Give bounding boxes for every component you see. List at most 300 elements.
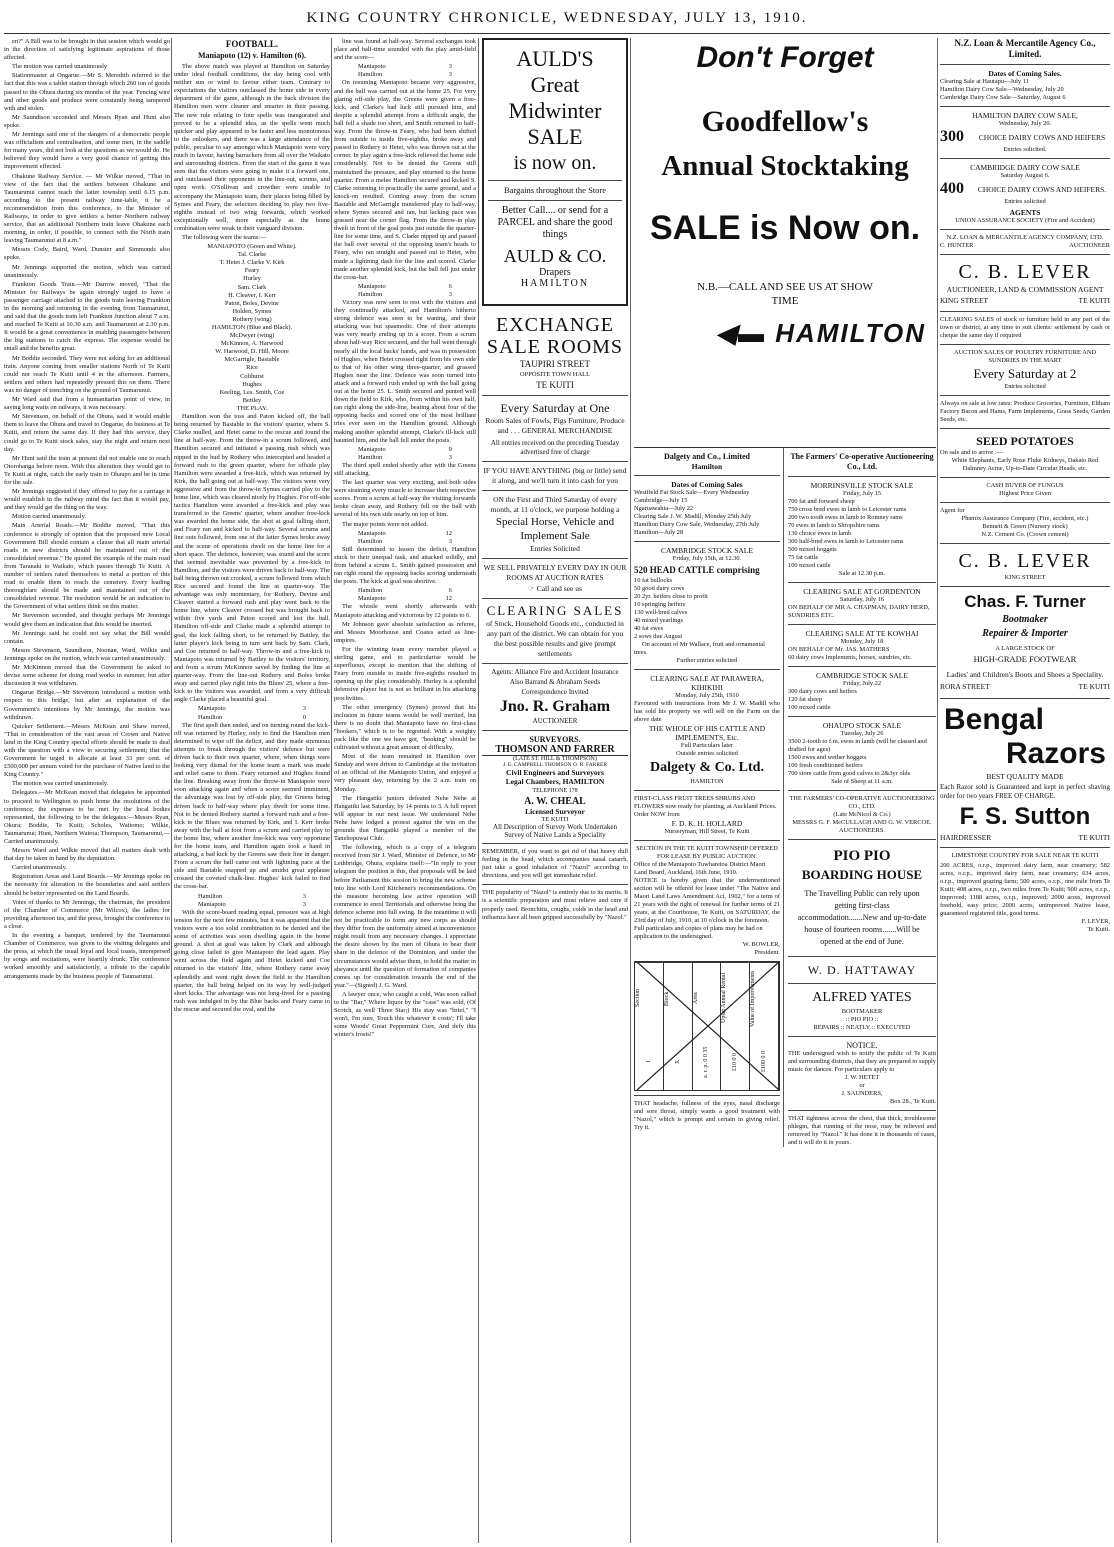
score-team: Maniapoto — [358, 445, 386, 453]
divider — [940, 428, 1110, 429]
conference-paragraph: Ongarue Bridge.—Mr Stevenson introduced a motion with respect to this bridge, but after an explanation of the Government's intentions by Mr Jennings, the motion was withdrawn. — [4, 689, 170, 721]
divider — [788, 1110, 936, 1111]
score-team: Hamilton — [358, 537, 383, 545]
exchange-graham: Jno. R. Graham — [499, 698, 611, 715]
score-team: Maniapoto — [358, 529, 386, 537]
morrinsville-items — [788, 498, 936, 570]
surveyors-late: (LATE ST. HILL & THOMPSON) — [513, 756, 597, 762]
divider — [940, 502, 1110, 503]
hamilton-cow-sale: HAMILTON DAIRY COW SALE, — [972, 111, 1078, 120]
exchange-agents: Agents: Alliance Fire and Accident Insurance — [491, 668, 619, 676]
ohaupo-sheep: Sale of Sheep at 11 a.m. — [831, 778, 893, 785]
table-header: Block — [664, 962, 692, 1034]
lever-clearing: CLEARING SALES of stock or furniture held in any part of the town or district, at any time to suit clients: settlement by cash or cheque the same day if required — [940, 316, 1110, 339]
nz-dates: Dates of Coming Sales. — [988, 69, 1062, 78]
score-points: 3 — [448, 63, 452, 71]
ohaupo-items — [788, 738, 936, 778]
divider — [482, 598, 628, 599]
team-line: Bettley — [242, 396, 262, 404]
column-divider — [937, 38, 938, 1543]
column-ads-right — [940, 38, 1110, 934]
cows-400-count: 400 — [940, 180, 964, 197]
sheep-item: 750 cross bred ewes in lamb to Leicester rams — [788, 506, 907, 513]
exchange-sale-rooms-ad — [482, 314, 628, 726]
cows-300-count: 300 — [940, 128, 964, 145]
dalgety-cattle: 520 HEAD CATTLE comprising — [634, 565, 760, 575]
score-points: 3 — [302, 900, 306, 908]
conference-paragraph: Motion carried unanimously. — [12, 513, 86, 521]
dalgety-friday: Friday, July 15th, at 12.30. — [672, 555, 742, 562]
score-team: Maniapoto — [198, 705, 226, 713]
ohaupo-sale: OHAUPO STOCK SALE — [822, 721, 902, 730]
auld-line-1: AULD'S — [516, 46, 594, 71]
football-subtitle: Maniapoto (12) v. Hamilton (6). — [198, 51, 306, 60]
football-paragraph: The above match was played at Hamilton on Saturday under ideal football conditions, the day being cool with neither sun or wind to favour either team. Contrary to expectations the visitors outclassed the home side in every department of the game, although in the back division the Hamilton men were cleaner and smarter in their passing. The new rule relating to four spells was inaugurated and proved to be a splendid idea, as the spells went much quicker and play appeared to be faster and less monotonous to the onlookers, and there was a large attendance of the public, peculiar to say amongst which Maniapoto were very much in favour, having barrackers from all over the Waikato and surrounding districts. From the start of the game it was seen that the visitors were going to make it a forward one, and outclassed their opponents in the line-out, scrums, and open work. O'Sullivan and crowther were unable to accompany the Maniapoto team, their places being filled by Symes and Feary, the selectors deciding to play two five-eighths instead of two wing forwards, which worked exceptionally well, more especially as the home combination were weak in their vanguard division. — [174, 63, 330, 232]
play-paragraph: The first spell then ended, and on turning round the kick-off was returned by Hurley, only to find the Hamilton men determined to wipe off the deficit, and they made strenuous attempts to break through the visitors' defence but were driven back to their own quarter, where, when things were looking very dismal for the home team a mark was made and relief came to them. Feary returned and Hughes found the line. Breaking away from the throw-in Maniapoto were soon attacking again and when a score seemed imminent, the advantage was lost by off-side play, the Greens being driven back to half-way where play dwelt for some time. Not to be denied Rothery started a forward rush and a free-kick to the Blues was returned by Kirk, and I. Kerr broke away with the ball at foot from a scrum and carried play to the home line, where another free-kick was very opportune for the home team, and Hamilton again took a hand in attacking, a bad kick by the Greens saw their line in danger. From a scrum the ball came out with lightning pace at the side and Bastable snapped up and amidst great applause crossed the coveted chalk-line. Hughes' kick failed to find the cross-bar. — [174, 721, 330, 891]
exchange-call — [482, 583, 628, 594]
exchange-private: WE SELL PRIVATELY EVERY DAY IN OUR ROOMS AT AUCTION RATES — [483, 563, 627, 582]
dalgety-co: Dalgety & Co. Ltd. — [650, 760, 764, 775]
every-saturday-2: Every Saturday at 2 — [973, 366, 1077, 381]
exchange-room-sales: Room Sales of Fowls, Pigs Furniture, Produce and . . . GENERAL MERCHANDISE — [485, 416, 625, 435]
dalgety-date-item: Ngaruawahia—July 22 — [634, 505, 694, 512]
cows-300-row — [940, 128, 1110, 146]
column-ads-left — [482, 38, 628, 922]
news-paragraph: Most of the team remained in Hamilton over Sunday and were driven to Cambridge at the invitation of an official of the Maniapoto Union, and enjoyed a very pleasant day, returning by the 2 a.m. train on Monday. — [334, 753, 476, 793]
auld-place: HAMILTON — [520, 278, 590, 289]
turner-bootmaker: Bootmaker — [1002, 614, 1048, 625]
hamilton-text: HAMILTON — [775, 318, 926, 348]
rora-street: RORA STREET — [940, 682, 990, 691]
exchange-line-1: EXCHANGE — [496, 314, 614, 336]
team-line: Hughes — [242, 380, 262, 388]
conference-paragraph: Registration Areas and Land Boards.—Mr Jennings spoke on the necessity for alteration in the boundaries and said settlers should be better represented on the Land Boards. — [4, 873, 170, 897]
hollard-nursery: Nurseryman, Hill Street, Te Kuiti — [664, 828, 750, 835]
news-paragraph: The other emergency (Symes) proved that his inclusion in future teams would be well merited, but there is no doubt that Maniapoto have no first-class "hookers," which is to be regretted. With a weighty pack like the one we have got, "hooking" should be cultivated without a great amount of difficulty. — [334, 703, 476, 752]
divider — [482, 730, 628, 731]
dalgety-date-item: Westfield Fat Stock Sale—Every Wednesday — [634, 489, 750, 496]
entries-solicited-3: Entries solicited — [1004, 383, 1046, 390]
arrow-icon: ◀▬ — [715, 318, 776, 348]
bengal-title: Bengal — [944, 703, 1045, 736]
play-paragraph: With the score-board reading equal, pressure was at high tension for the next few minutes, but it was apparent that the visitors were a too solid combination to be denied and the scene of activities was soon dwelling again in the home ground. A shot at goal was taken by Clark and although going close failed to give Maniapoto the lead again. Play went across the field again and Hetet kicked and Coe returned to the visitors' line, where Rothery came away splendidly and went right down the field to the Hamilton quarter, the ball being helped on its way by well-judged short kicks. The advantage was not long-lived for a passing rush was indulged in by the Blue backs and Feary came to the rescue and secured the oval, and the — [174, 908, 330, 1013]
team-line: HAMILTON (Blue and Black). — [211, 324, 293, 331]
entries-solicited-2: Entries solicited — [1004, 198, 1046, 205]
fungus-buyer: CASH BUYER OF FUNGUS — [986, 482, 1064, 489]
cattle-item: 10 fat bullocks — [634, 577, 672, 584]
notice-heading: NOTICE. — [846, 1041, 878, 1050]
score-team: Maniapoto — [358, 63, 386, 71]
divider — [788, 716, 936, 717]
score-team: Hamilton — [358, 587, 383, 595]
farmers-late: (Late McNicol & Co.) — [833, 811, 891, 818]
razors-title: Razors — [1005, 737, 1106, 770]
boarding-house: BOARDING HOUSE — [801, 867, 923, 882]
exchange-entries-solicited: Entries Solicited — [530, 544, 580, 553]
divider — [482, 461, 628, 462]
play-heading: THE PLAY. — [236, 404, 268, 412]
dalgety-account: On account of Mr Wallace, fruit and ornamental trees. — [634, 641, 765, 656]
annual-stocktaking: Annual Stocktaking — [661, 150, 909, 182]
divider — [940, 543, 1110, 544]
sutton-row — [940, 833, 1110, 843]
score-points: 3 — [448, 453, 452, 461]
exchange-entries: All entries received on the preceding Tuesday advertised free of charge — [490, 439, 620, 456]
kowhai-date: Monday, July 18 — [840, 638, 884, 645]
lever-address — [940, 295, 1110, 307]
music-notice: THE undersigned wish to notify the public of Te Kuiti and surrounding districts, that they are prepared to supply music for dances. For particulars apply to — [788, 1050, 936, 1073]
surveyors-ad — [482, 735, 628, 839]
table-cell: a. r. p. 0 0 35 — [703, 1046, 710, 1078]
nz-cement: N.Z. Cement Co. (Crown cement) — [981, 531, 1069, 538]
kowhai-items: 60 dairy cows Implements, horses, sundries, etc. — [788, 654, 912, 661]
sheep-item: 130 choice ewes in lamb — [788, 530, 852, 537]
dalgety-date-item: Cambridge—July 15 — [634, 497, 688, 504]
acres-listing: 200 ACRES, o.r.p., improved dairy farm, near creamery; 582 acres, o.r.p., improved dairy farm, near creamery; 634 acres, o.r.p., improved grazing farm; 500 acres, o.r.p., one mile from Te Kuiti; 408 acres, o.r.p., two miles from Te Kuiti; 900 acres, o.r.p., improved; 1188 acres, o.r.p., improved; 2000 acres, improved freehold, easy price; 2000 acres, unimproved Native lease, guaranteed registered title, good terms. — [940, 862, 1110, 917]
sheep-item: 200 two tooth ewes in lamb to Romney rams — [788, 514, 903, 521]
surveyors-heading: SURVEYORS. — [529, 735, 581, 744]
play-paragraph: Hamilton won the toss and Paton kicked off, the ball being returned by Bastable to the visitors' quarter, where S. Clarke mulled, and Hetet came to the rescue and found the line at half-way. From the throw-in a scrum followed, and Hamilton secured and initiated a passing rush which was nipped in the bud by Rothery who intercepted and headed a forward rush to the green quarter, where for offside play Hamilton were awarded a free-kick, which was returned by Kirk, the ball going out at half-way. The visitors were very aggressive and from the throw-in Symes carried play to the home line, which was cleared nicely by Hughes. For off-side tactics Hamilton were awarded a free-kick and play was transferred to the Greens' quarter, where another free-kick was awarded the home side, the shot at goal falling short, and Feary ran and kicked to half-way. Several scrums and line outs followed, from one of the latter Symes broke away and the scene of operations dwelt on the home line for a short space. The defence, however, was sound and the score that seemed inevitable was prevented by a free-kick to Hamilton, and the visitors were driven back to half-way. The ball being thrown out crooked, a scrum followed from which Rice secured and found the line at quarter-way. The advantage was only momentary, for Rothery, Devine and Cleaver started a forward rush and play went back to the home line, where Cleaver crossed but was brought back to within five yards and Paton scored and lost the ball. Hamilton off-side and Clarke made a splendid attempt to goal, the kick falling short, to be returned by Battley, the latter player's kick being in turn sent back by Sam. Clark, and Coe returned to half-way. Throw-in and a free-kick to Maniapoto was returned by Battley to the visitors' territory, and from a scrum McKinnon saved by finding the line at quarter-way. From the line-out Rothery and Boles broke away and carried play right into the Blues' 25, where a free-kick to the visitors was awarded, and from a very difficult angle Clarke placed a beautiful goal. — [174, 413, 330, 704]
cambridge-cow-date: Saturday August 6. — [1000, 172, 1050, 179]
cambridge-item: 120 fat sheep — [788, 696, 823, 703]
rora-town: TE KUITI — [1078, 682, 1110, 691]
sutton-name: F. S. Sutton — [959, 803, 1091, 830]
lever-name-2: C. B. LEVER — [958, 550, 1092, 572]
ladies-children: Ladies' and Children's Boots and Shoes a Speciality. — [946, 670, 1104, 679]
best-quality: BEST QUALITY MADE — [986, 772, 1064, 781]
kowhai-sale: CLEARING SALE AT TE KOWHAI — [805, 629, 919, 638]
table-header: Section — [635, 962, 663, 1034]
score-points: 12 — [445, 595, 452, 603]
nz-loan-title: N.Z. Loan & Mercantile Agency Co., Limited. — [954, 38, 1096, 59]
football-paragraph: line was found at half-way. Several exchanges took place and half-time sounded with the play amid-field and the score— — [334, 38, 476, 62]
agents-heading: AGENTS — [1009, 208, 1041, 217]
section-table — [634, 961, 780, 1091]
yates-repairs: REPAIRS :: NEATLY :: EXECUTED — [813, 1024, 911, 1031]
cattle-item: 20 2yr. heifers close to profit — [634, 593, 708, 600]
table-header: Value of Improvements — [750, 962, 778, 1034]
hattaway-name: W. D. HATTAWAY — [807, 963, 917, 977]
score-team: Hamilton — [358, 290, 383, 298]
nz-sale-item: Hamilton Dairy Cow Sale—Wednesday, July 20 — [940, 86, 1064, 93]
team-line: Keeling, Les. Smith, Coe — [219, 388, 285, 396]
morrinsville-sale: MORRINSVILLE STOCK SALE — [810, 481, 914, 490]
seed-potatoes: SEED POTATOES — [976, 434, 1074, 448]
team-line: McKinnon, A. Harwood — [220, 340, 284, 348]
sheep-item: 100 mixed cattle — [788, 562, 831, 569]
exchange-town: TE KUITI — [536, 380, 574, 390]
farmers-cambridge-items — [788, 688, 936, 712]
masthead-rule — [4, 33, 1110, 34]
lever-street: KING STREET — [940, 296, 989, 305]
hunter-row — [940, 242, 1110, 250]
football-paragraph: The third spell ended shortly after with the Greens still attacking. — [334, 461, 476, 477]
cattle-item: 50 good dairy cows — [634, 585, 685, 592]
turner-repairer: Repairer & Importer — [982, 628, 1068, 639]
conference-paragraph: Stationmaster at Ongarue.—Mr S. Meredith referred to the fact that this was a tablet station through which 260 ton of goods passed to the Ohura during six months of the year. Fencing wire and other goods and produce were constantly being tampered with and stolen. — [4, 72, 170, 112]
exchange-anything: IF YOU HAVE ANYTHING (big or little) send it along, and we'll turn it into cash for you — [483, 466, 627, 485]
auld-line-4: SALE — [527, 124, 583, 149]
score-row — [334, 291, 476, 299]
lever-name: C. B. LEVER — [958, 261, 1092, 283]
conference-paragraph: Mr Jennings supported the motion, which was carried unanimously. — [4, 263, 170, 279]
auld-call: Better Call.... or send for a PARCEL and share the good things — [497, 205, 613, 240]
cheal-town: TE KUITI — [541, 816, 569, 823]
cattle-item: 130 well-bred calves — [634, 609, 688, 616]
cheal-native-lands: Survey of Native Lands a Speciality — [504, 831, 606, 839]
nz-sales-list — [940, 78, 1110, 102]
conference-paragraph: Delegates.—Mr McKean moved that delegates be appointed to proceed to Wellington to push home the resolutions of the conference; the expenses to be met by the local bodies represented, the following to be the delegates:—Messrs Ryan, Okura; Boddie, Te Kuiti; Scholes, Waitomo; Wilkie, Taumarunui; Hunt, Northern Wairoa; Thompson, Taumarunui,—Carried unanimously. — [4, 789, 170, 845]
cheal-licensed: Licensed Surveyor — [525, 807, 585, 816]
morrinsville-friday: Friday, July 15 — [842, 490, 882, 497]
team-line: Hurley — [243, 275, 261, 283]
conference-paragraph: Messrs Ward and Wilkie moved that all matters dealt with that day be taken in hand by the deputation. — [4, 847, 170, 863]
cattle-item: 40 fat ewes — [634, 625, 664, 632]
divider — [788, 666, 936, 667]
football-paragraph: The last quarter was very exciting, and both sides were straining every muscle to increase their respective scores. From a scrum at half-way the visiting forwards broke clean away, and Rothery fell on the ball with several of his own side nearly on top of him. — [334, 479, 476, 519]
seed-onsale: On sale and to arrive :— — [940, 449, 1003, 456]
surveyors-legal: Legal Chambers, HAMILTON — [505, 777, 605, 786]
team-line: Paton, Boles, Devine — [225, 299, 279, 307]
pio-pio: PIO PIO — [833, 848, 891, 864]
column-divider — [630, 38, 631, 1543]
column-divider — [171, 38, 172, 1543]
hunter-name: C. HUNTER — [940, 242, 974, 249]
score-points: 12 — [445, 529, 452, 537]
score-row — [334, 283, 476, 291]
surveyors-telephone: TELEPHONE 178 — [532, 788, 578, 794]
divider — [940, 311, 1110, 312]
yates-name: ALFRED YATES — [812, 990, 912, 1005]
conference-paragraph: Mr Saundison seconded and Messrs Ryan and Hunt also spoke. — [4, 113, 170, 129]
score-row — [334, 71, 476, 79]
sutton-trade: HAIRDRESSER — [940, 833, 992, 842]
nazol-popularity: THE popularity of "Nazol" is entirely due to its merits. It is a scientific preparation and must relieve and cure if properly used. Bronchitis, coughs, colds in the head and influenza have all been gripped successfully by "Nazol." — [482, 889, 628, 921]
phoenix-assurance: Phœnix Assurance Company (Fire, accident, etc.) — [961, 515, 1089, 522]
football-paragraph: The major points were not added. — [342, 520, 428, 528]
score-points: 6 — [448, 282, 452, 290]
team-line: Rice — [246, 364, 258, 372]
bennett-green: Bennett & Green (Nursery stock) — [982, 523, 1068, 530]
divider — [788, 1036, 936, 1037]
morrinsville-sale-time: Sale at 12.30 p.m. — [838, 570, 886, 577]
score-row — [174, 714, 330, 722]
yates-piopio: :: PIO PIO :: — [845, 1016, 879, 1023]
surveyors-civil: Civil Engineers and Surveyors — [506, 768, 604, 777]
exchange-correspondence: Correspondence Invited — [521, 688, 589, 696]
dalgety-date-item: Clearing Sale J. W. Madill, Monday 25th July — [634, 513, 752, 520]
kowhai-mathers: ON BEHALF OF Mr. JAS. MATHERS — [788, 646, 890, 653]
divider — [482, 663, 628, 664]
football-paragraph: Victory was now seen to rest with the visitors and they continually attacked, and Hamilton's hitherto strong defence was seen to be waning, and their attacking was but spasmodic. One of their attempts was very nearly ending up in a score. From a scrum about half-way Rice secured, and the ball went through nearly all the local backs' hands, and was in possession of Hughes, when Hetet crossed right from his own side to that of his other wing three-quarter, and grassed Hughes near the line. Defence was soon turned into attack and a forward rush ended up with the ball going out at the home 25. L. Smith secured and punted well down the field to Kirk, who, from within his own half, ran right along the side-line, beating about four of the opposing backs and scored one of the most brilliant tries ever seen on the Hamilton ground. Although making another splendid attempt, Clarke's ill-luck still haunted him, and the ball fell under the posts. — [334, 299, 476, 444]
table-cell: £10 0 0 — [732, 1053, 739, 1071]
surveyors-firm: THOMSON AND FARRER — [482, 744, 628, 756]
entries-solicited: Entries solicited. — [1003, 146, 1047, 153]
cross-out-marks — [635, 962, 781, 1090]
cheal-description: All Description of Survey Work Undertaken — [493, 823, 617, 831]
cambridge-item: 300 dairy cows and heifers — [788, 688, 857, 695]
divider — [788, 839, 936, 840]
auld-firm: AULD & CO. — [503, 246, 607, 266]
dalgety-whole: THE WHOLE OF HIS CATTLE AND IMPLEMENTS, Etc. — [648, 724, 766, 742]
score-row — [334, 454, 476, 462]
conference-paragraph: Ohakune Railway Service. — Mr Wilkie moved, "That in view of the fact that the settlers between Ohakune and Taumarunui cannot reach the latter township until 6.15 p.m. according to the present railway time-table, it be a recommendation from this conference, to the Minister of Railways, in order to give settlers a better Northern railway service, that an additional Northern train leave Ohakune each morning, in order, if possible, to connect with the North train leaving Taumarunui at 8 a.m." — [4, 172, 170, 245]
ohaupo-item: 100 fresh conditioned heifers — [788, 762, 863, 769]
always-on-sale: Always on sale at low rates: Produce Groceries, Furniture, Eltham Factory Bacon and Hams, Farm Implements, Grass Seeds, Garden Seeds, etc. — [940, 400, 1110, 423]
score-row — [334, 63, 476, 71]
sale-now-on: SALE is Now on. — [649, 209, 921, 247]
dalgety-date-item: Hamilton Dairy Cow Sale, Wednesday, 27th July — [634, 521, 760, 528]
divider — [788, 983, 936, 984]
team-line: Feary — [244, 267, 260, 275]
divider — [788, 956, 936, 957]
divider — [634, 1095, 780, 1096]
lever-role: AUCTIONEER, LAND & COMMISSION AGENT — [946, 285, 1104, 294]
turner-name: Chas. F. Turner — [964, 592, 1086, 611]
news-paragraph: Mr Johnson gave absolute satisfaction as referee, and Messrs Moorhouse and Coates acted as line-umpires. — [334, 620, 476, 644]
dalgety-dates: Dates of Coming Sales — [671, 480, 743, 489]
conference-paragraph: Messrs Stevenson, Saundison, Noonan, Ward, Wilkie and Jennings spoke on the motion, which was carried unanimously. — [4, 646, 170, 662]
team-line: Tal. Clarke — [237, 251, 267, 259]
sheep-item: 700 fat and forward sheep — [788, 498, 855, 505]
conference-paragraph: Votes of thanks to Mr Jennings, the chairman, the president of the Chamber of Commerce (Mr Wilcox), the ladies for providing afternoon tea, and the press, brought the conference to a close. — [4, 898, 170, 930]
score-points: 6 — [448, 587, 452, 595]
farmers-cambridge-date: Friday, July 22 — [842, 680, 882, 687]
ohaupo-item: 1500 ewes and wether hoggets — [788, 754, 867, 761]
score-points: 3 — [448, 290, 452, 298]
exchange-call-text: Call and see us — [536, 584, 582, 593]
sheep-item: 75 fat cattle — [788, 554, 819, 561]
play-report — [174, 413, 330, 1014]
conference-paragraph: Messrs Cody, Baird, Ward, Dunster and Simmonds also spoke. — [4, 246, 170, 262]
nazol-remember: REMEMBER, if you want to get rid of that heavy dull feeling in the head, which accompanies nasal catarrh, just take a good inhalation of "Nazol" according to directions, and you will get immediate relief. — [482, 848, 628, 880]
score-team: Hamilton — [358, 71, 383, 79]
conference-paragraph: Mr Stevenson seconded, and thought perhaps Mr Jennings would give them an indication that this would be inserted. — [4, 612, 170, 628]
table-cell: 1 — [645, 1060, 652, 1064]
divider — [940, 229, 1110, 230]
saunders-box: Box 28., Te Kuiti. — [890, 1098, 936, 1105]
gordenton-chapman: ON BEHALF OF MR A. CHAPMAN, DAIRY HERD, SUNDRIES ETC. — [788, 604, 930, 619]
conference-paragraph: The motion was carried unanimously — [12, 63, 108, 71]
team-line: Rothery (wing) — [232, 315, 272, 323]
auld-line-5: is now on. — [513, 152, 597, 174]
hamilton-cow-date: Wednesday, July 20. — [998, 120, 1052, 127]
seed-varieties: White Elephants, Early Rose Fluke Kidneys, Dakato Red Dalmney Acme, Up-to-Date Circular Heads, etc. — [951, 457, 1099, 472]
section-lease-title: SECTION IN THE TE KUITI TOWNSHIP OFFERED FOR LEASE BY PUBLIC AUCTION. — [636, 845, 778, 860]
sheep-item: 300 half-bred ewes in lamb to Leicester rams — [788, 538, 904, 545]
cattle-item: 40 mixed yearlings — [634, 617, 683, 624]
dalgety-town: Hamilton — [691, 462, 723, 471]
cambridge-item: 100 mixed cattle — [788, 704, 831, 711]
nazol-tightness: THAT tightness across the chest, that thick, troublesome phlegm, that running of the nose, may be relieved and removed by "Nazol." It has done it in thousands of cases, and it will do it in yours. — [788, 1115, 936, 1146]
bowler-name: W. BOWLER, — [742, 941, 780, 948]
score-team: Hamilton — [358, 453, 383, 461]
ohaupo-date: Tuesday, July 26 — [840, 730, 884, 737]
bowler-title: President. — [754, 949, 780, 956]
divider — [940, 254, 1110, 255]
news-paragraph: The Hangatiki juniors defeated Nehe Nehe at Hangatiki last Saturday, by 14 points to 3. A full report will appear in our next issue. We understand Nehe Nehe have lodged a protest against the win on the grounds that Hangatiki played a member of the Tanehopuwai Club. — [334, 794, 476, 843]
auld-drapers: Drapers — [539, 267, 571, 278]
score-row — [334, 595, 476, 603]
divider — [488, 200, 622, 201]
score-team: Hamilton — [198, 713, 223, 721]
score-row — [334, 530, 476, 538]
exchange-clearing-sales: CLEARING SALES — [486, 603, 624, 618]
conference-paragraph: Mr Stevenson, on behalf of the Ohura, said it would enable them to leave the Ohura and travel to Ongarue, do business at Te Kuiti, and return the same day. If they had this service, they could go to Te Kuiti stock sales, stay the night and return next day. — [4, 413, 170, 453]
score-row — [334, 587, 476, 595]
section-office: Office of the Maniapoto Tuwharetoa District Maori Land Board, Auckland, 16th June, 1910. — [634, 861, 766, 876]
or-text: or — [859, 1082, 865, 1089]
divider — [940, 344, 1110, 345]
dalgety-outside: Outside entries solicited — [676, 750, 738, 757]
conference-paragraph: Mr Boddie seconded. They were not asking for an additional train. Anyone coming from smaller stations North of Te Kuiti could not reach Te Kuiti until 4 in the afternoon. Farmers, settlers and others had repeatedly pressed this on them. There was no danger of trenching on the ground of Taumarunui. — [4, 354, 170, 394]
farmers-cambridge-sale: CAMBRIDGE STOCK SALE — [816, 671, 908, 680]
goodfellow-hamilton — [634, 308, 936, 358]
divider — [940, 477, 1110, 478]
score-team: Maniapoto — [198, 900, 226, 908]
column-football — [174, 38, 330, 1015]
table-cell: X — [674, 1059, 681, 1065]
farmers-coop-ad — [784, 448, 936, 1147]
dalgety-date-item: Hamilton—July 28 — [634, 529, 684, 536]
conference-paragraph: In the evening a banquet, tendered by the Taumarunui Chamber of Commerce, was given to the visiting delegates and the press, at which the usual loyal and local toasts, interspersed by songs and recitations, were heartily drunk. The conference worked smoothly and satisfactorily, a tribute to the capable arrangements made by the business people of Taumarunui. — [4, 932, 170, 980]
hollard-name: F. D. K. H. HOLLARD — [671, 819, 743, 828]
conference-paragraph: Mr Hunt said the train at present did not enable one to reach Otorohanga before noon. With this alteration they would get to Te Kuiti at night, catch the early train to Ohaupo and be in time for the sale. — [4, 454, 170, 486]
dalgety-full: Full Particulars later — [680, 742, 734, 749]
auction-ads-row — [634, 448, 936, 1147]
dalgety-hamilton: HAMILTON — [690, 778, 724, 785]
dalgety-title: Dalgety and Co., Limited — [664, 452, 750, 461]
table-cell: £100 0 0 — [761, 1051, 768, 1073]
surveyors-names: J. E. CAMPBELL THOMSON O. R. FARRER — [502, 762, 608, 768]
union-assurance: UNION ASSURANCE SOCIETY (Fire and Accident) — [955, 217, 1095, 224]
divider — [940, 158, 1110, 159]
divider — [788, 582, 936, 583]
team-line: MANIAPOTO (Green and White). — [207, 243, 297, 251]
dalgety-cambridge: CAMBRIDGE STOCK SALE — [661, 546, 753, 555]
team-line: Sam. Clark — [237, 283, 267, 291]
score-row — [334, 538, 476, 546]
goodfellow-name: Goodfellow's — [701, 105, 869, 138]
divider — [788, 476, 936, 477]
news-paragraph: The following, which is a copy of a telegram received from Sir J. Ward, Minister of Defence, to Mr Lethbridge, Ohura, explains itself:—"In reply to your telegram the position is this, that proposals will be laid before Parliament this session to bring the new scheme into line with Lord Kitchener's recommendations. On the measure becoming law active operation will commence to enrol Territorials and otherwise bring the defence scheme into full swing. In the meantime it will not be practicable to form any new corps as should they differ from the uniformity aimed at inconvenience might result from any necessary changes. I appreciate the desire shown by the men of Ohura to bear their share in the defence of the Dominion, and under the circumstances would advise them, to hold the matter in abeyance until the question of formation of companies comes up for consideration towards the end of the year."—(Signed) J. G. Ward. — [334, 844, 476, 989]
pointing-hand-icon: ☞ — [528, 584, 537, 593]
goodfellow-ad — [634, 38, 936, 448]
dont-forget: Don't Forget — [696, 41, 874, 74]
divider — [940, 847, 1110, 848]
team-line: McDwyer (wing) — [229, 332, 275, 340]
dalgety-ad — [634, 448, 784, 1147]
score-row — [334, 446, 476, 454]
news-paragraph: For the winning team every member played a sterling game, and to particularise would be superfluous, except to mention that the shifting of Feary from outside to inside five-eighths resulted in opening up the play considerably. Hurley is a splendid defensive player but is not so brilliant in his attacking proclivities. — [334, 645, 476, 702]
table-header: Area — [693, 962, 721, 1034]
farmers-auctioneers: MESSRS G. F. McCULLAGH AND G. W. VERCOE. AUCTIONEERS. — [792, 819, 932, 834]
divider — [634, 840, 780, 841]
conference-paragraphs — [4, 38, 170, 981]
team-line: H. Cleaver, I. Kerr — [228, 291, 276, 299]
gordenton-sale: CLEARING SALE AT GORDENTON — [803, 587, 921, 596]
football-continued-content — [334, 38, 476, 1039]
football-title: FOOTBALL. — [225, 39, 279, 49]
auld-sale-ad — [482, 38, 628, 306]
masthead: KING COUNTRY CHRONICLE, WEDNESDAY, JULY 13, 1910. — [306, 10, 808, 26]
divider — [634, 541, 780, 542]
dalgety-further: Further entries solicited — [676, 657, 738, 664]
razor-guarantee: Each Razor sold is Guaranteed and kept in perfect shaving order for two years FREE OF CHARGE. — [940, 783, 1110, 800]
large-stock: A LARGE STOCK OF — [995, 645, 1055, 652]
exchange-every-saturday: Every Saturday at One — [500, 401, 610, 415]
table-header: Upset Annual Rental — [721, 962, 749, 1034]
